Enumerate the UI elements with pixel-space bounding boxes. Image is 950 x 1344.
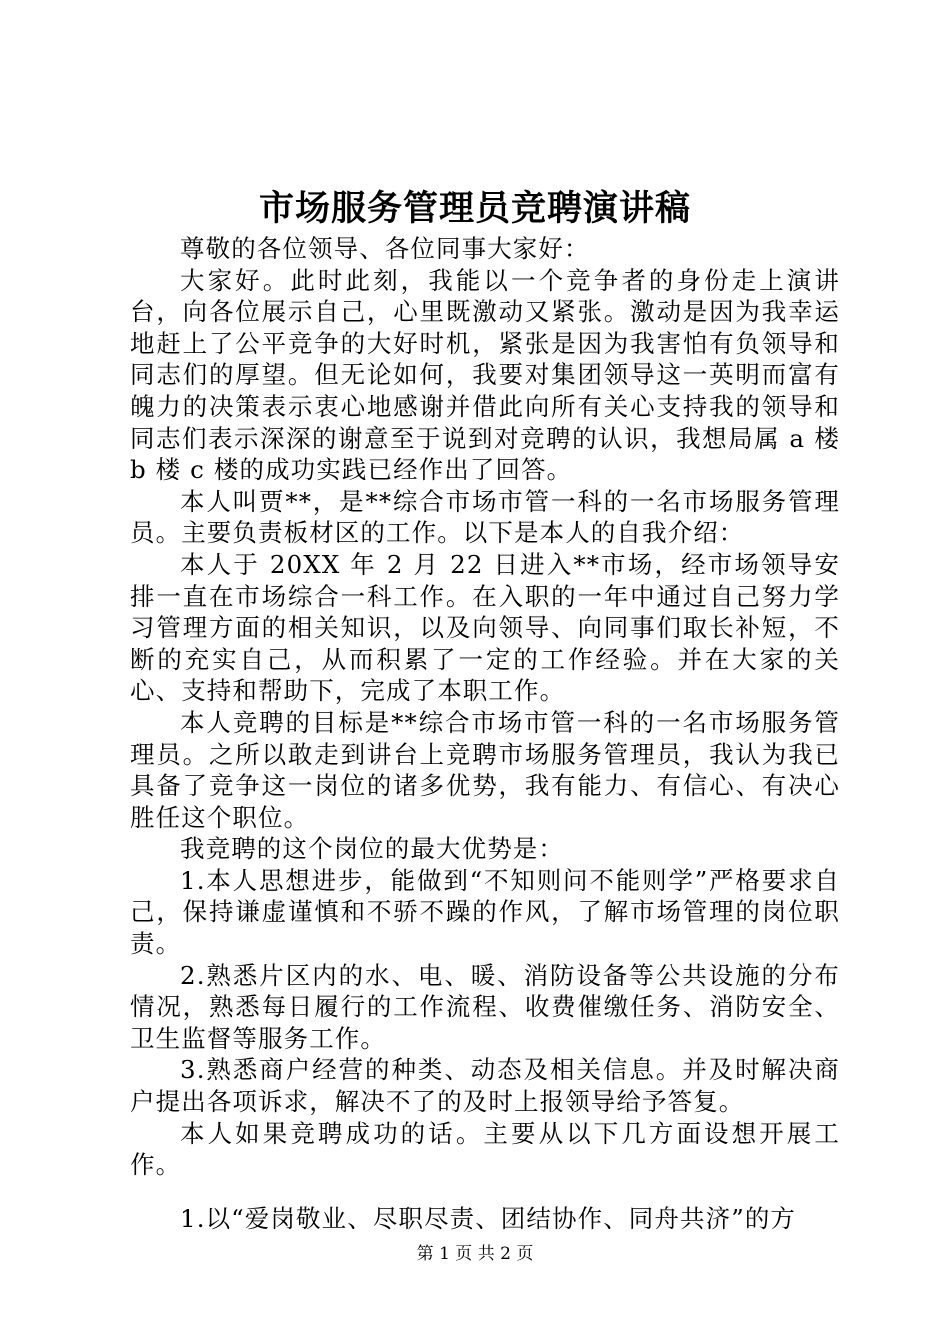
page-title: 市场服务管理员竞聘演讲稿 xyxy=(258,188,691,229)
goal-paragraph: 本人竞聘的目标是**综合市场市管一科的一名市场服务管理员。之所以敢走到讲台上竞聘市场服务管理员，我认为我已具备了竞争这一岗位的诸多优势，我有能力、有信心、有决心胜任这个职位。 xyxy=(130,707,840,832)
salutation-paragraph: 尊敬的各位领导、各位同事大家好： xyxy=(180,234,590,263)
plan-item-1: 1.以“爱岗敬业、尽职尽责、团结协作、同舟共济”的方 xyxy=(180,1203,797,1233)
work-history-paragraph: 本人于 20XX 年 2 月 22 日进入**市场，经市场领导安排一直在市场综合一科工作。在入职的一年中通过自己努力学习管理方面的相关知识，以及向领导、向同事们取长补短，不断的充实自己，从而积累了一定的工作经验。并在大家的关心、支持和帮助下，完成了本职工作。 xyxy=(130,549,840,706)
document-body xyxy=(130,233,840,1234)
page-number: 第 1 页 共 2 页 xyxy=(416,1244,534,1264)
advantage-item-3: 3.熟悉商户经营的种类、动态及相关信息。并及时解决商户提出各项诉求，解决不了的及时上报领导给予答复。 xyxy=(130,1055,840,1117)
advantage-item-1: 1.本人思想进步，能做到“不知则问不能则学”严格要求自己，保持谦虚谨慎和不骄不躁的作风，了解市场管理的岗位职责。 xyxy=(130,865,840,959)
advantage-item-2: 2.熟悉片区内的水、电、暖、消防设备等公共设施的分布情况，熟悉每日履行的工作流程、收费催缴任务、消防安全、卫生监督等服务工作。 xyxy=(130,960,840,1053)
opening-paragraph: 大家好。此时此刻，我能以一个竞争者的身份走上演讲台，向各位展示自己，心里既激动又紧张。激动是因为我幸运地赶上了公平竞争的大好时机，紧张是因为我害怕有负领导和同志们的厚望。但无论如何，我要对集团领导这一英明而富有魄力的决策表示衷心地感谢并借此向所有关心支持我的领导和同志们表示深深的谢意至于说到对竞聘的认识，我想局属 a 楼 b 楼 c 楼的成功实践已经作出了回答。 xyxy=(130,265,840,485)
plan-heading: 本人如果竞聘成功的话。主要从以下几方面设想开展工作。 xyxy=(130,1118,840,1180)
introduction-paragraph: 本人叫贾**，是**综合市场市管一科的一名市场服务管理员。主要负责板材区的工作。以下是本人的自我介绍： xyxy=(130,486,840,548)
advantages-heading: 我竞聘的这个岗位的最大优势是： xyxy=(180,834,564,864)
